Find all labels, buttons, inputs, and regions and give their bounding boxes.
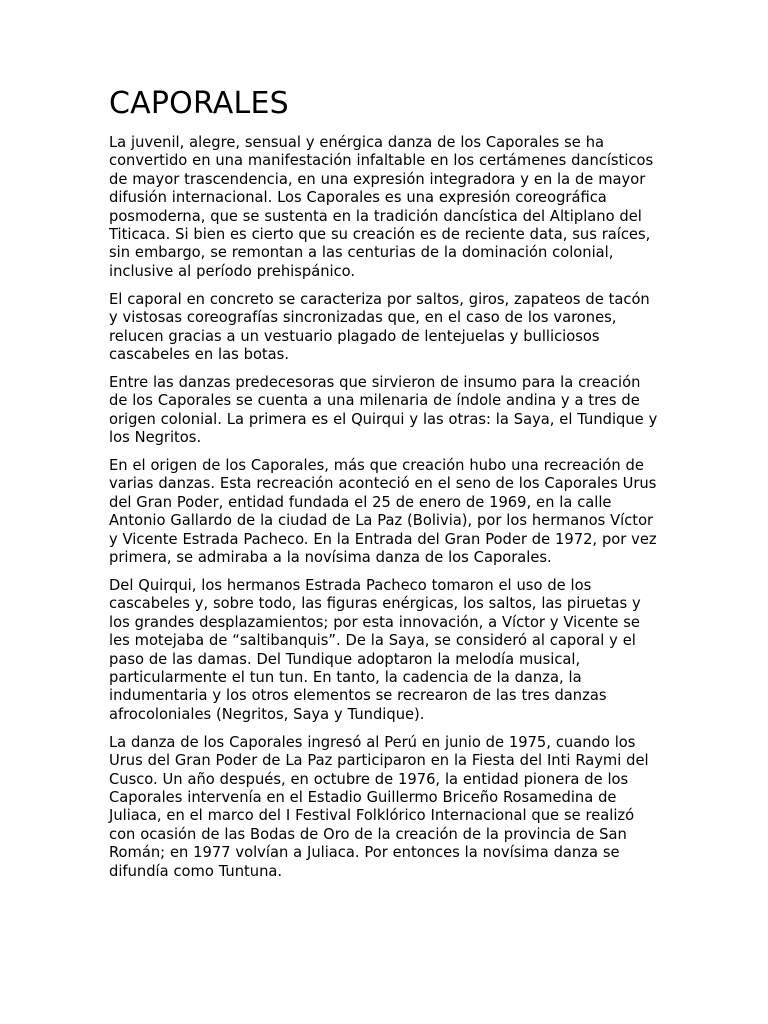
paragraph: Del Quirqui, los hermanos Estrada Pacheco tomaron el uso de los cascabeles y, sobre todo, las figuras enérgicas, los saltos, las piruetas y los grandes desplazamientos; por esta innovación, a Víctor y Vicente se les motejaba de “saltibanquis”. De la Saya, se consideró al caporal y el paso de las damas. Del Tundique adoptaron la melodía musical, particularmente el tun tun. En tanto, la cadencia de la danza, la indumentaria y los otros elementos se recrearon de las tres danzas afrocoloniales (Negritos, Saya y Tundique).: [109, 576, 641, 723]
paragraph: Entre las danzas predecesoras que sirvieron de insumo para la creación de los Caporales se cuenta a una milenaria de índole andina y a tres de origen colonial. La primera es el Quirqui y las otras: la Saya, el Tundique y los Negritos.: [109, 373, 658, 447]
paragraph: El caporal en concreto se caracteriza por saltos, giros, zapateos de tacón y vistosas coreografías sincronizadas que, en el caso de los varones, relucen gracias a un vestuario plagado de lentejuelas y bulliciosos cascabeles en las botas.: [109, 290, 650, 363]
paragraph: En el origen de los Caporales, más que creación hubo una recreación de varias danzas. Esta recreación aconteció en el seno de los Caporales Urus del Gran Poder, entidad fundada el 25 de enero de 1969, en la calle Antonio Gallardo de la ciudad de La Paz (Bolivia), por los hermanos Víctor y Vicente Estrada Pacheco. En la Entrada del Gran Poder de 1972, por vez primera, se admiraba a la novísima danza de los Caporales.: [109, 457, 657, 567]
paragraph: La juvenil, alegre, sensual y enérgica danza de los Caporales se ha convertido en una manifestación infaltable en los certámenes dancísticos de mayor trascendencia, en una expresión integradora y en la de mayor difusión internacional. Los Caporales es una expresión coreográfica posmoderna, que se sustenta en la tradición dancística del Altiplano del Titicaca. Si bien es cierto que su creación es de reciente data, sus raíces, sin embargo, se remontan a las centurias de la dominación colonial, inclusive al período prehispánico.: [109, 134, 654, 280]
paragraph: La danza de los Caporales ingresó al Perú en junio de 1975, cuando los Urus del Gran Poder de La Paz participaron en la Fiesta del Inti Raymi del Cusco. Un año después, en octubre de 1976, la entidad pionera de los Caporales intervenía en el Estadio Guillermo Briceño Rosamedina de Juliaca, en el marco del I Festival Folklórico Internacional que se realizó con ocasión de las Bodas de Oro de la creación de la provincia de San Román; en 1977 volvían a Juliaca. Por entonces la novísima danza se difundía como Tuntuna.: [109, 733, 649, 880]
document-title: CAPORALES: [109, 86, 289, 121]
